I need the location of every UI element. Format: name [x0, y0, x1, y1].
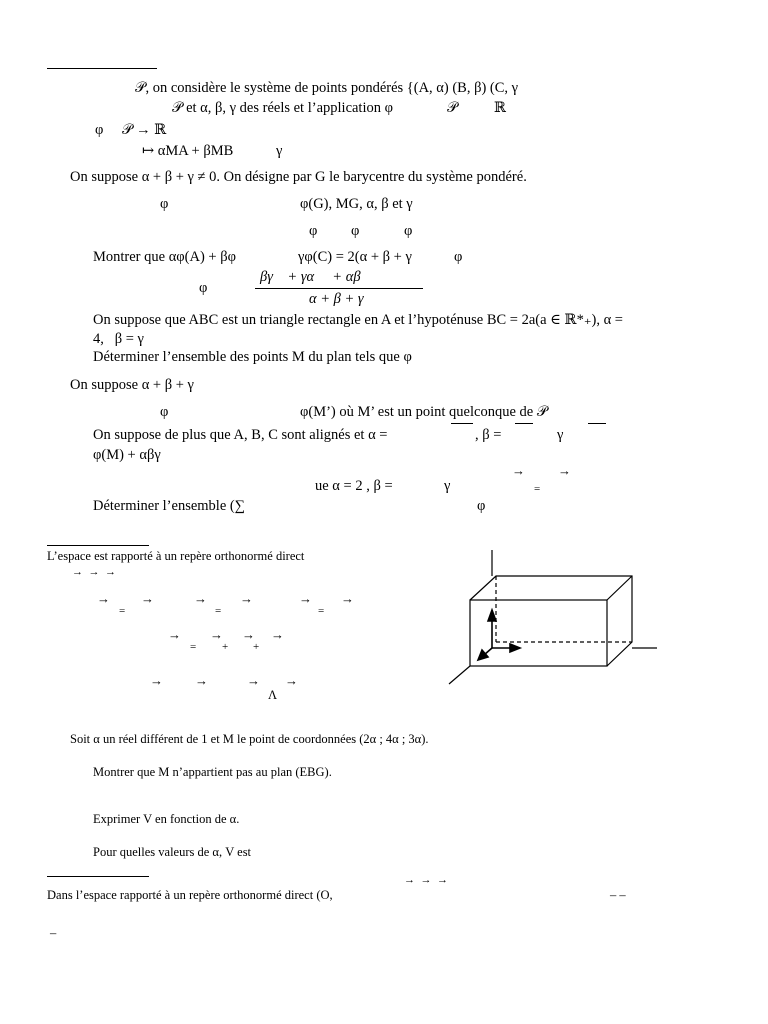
ex3-dash-2: – — [50, 926, 57, 940]
ex1-map-gamma: γ — [276, 143, 283, 159]
ex1-q6-values: ue α = 2 , β = — [315, 478, 393, 494]
vector-arrow-icon: → — [195, 673, 208, 688]
ex1-q4-phi: φ — [160, 404, 169, 420]
vector-arrow-icon: → — [97, 591, 110, 606]
ex1-map-phi: φ — [95, 122, 104, 138]
vector-arrow-icon: → — [558, 463, 571, 478]
ex1-q1-phi-b: φ — [351, 223, 360, 239]
ex2-eq: = — [119, 605, 126, 617]
ex1-q4-suppose: On suppose α + β + γ — [70, 377, 194, 393]
vector-arrow-icon: → — [341, 591, 354, 606]
vector-arrow-icon: → — [285, 673, 298, 688]
ex2-intro: L’espace est rapporté à un repère orthonormé direct — [47, 549, 305, 563]
vector-arrow-icon: → — [242, 627, 255, 642]
ex2-question-2: Montrer que M n’appartient pas au plan (EBG). — [93, 765, 332, 779]
ex1-q6-eq: = — [534, 483, 541, 495]
ex2-basis-arrows: → → → — [72, 566, 116, 578]
ex1-line-2: 𝒫 et α, β, γ des réels et l’application φ — [172, 100, 393, 116]
ex1-frac-denominator: α + β + γ — [309, 291, 364, 307]
ex1-q7-text: Déterminer l’ensemble (∑ — [93, 498, 246, 514]
ex2-plus: + — [253, 641, 260, 653]
vector-arrow-icon: → — [150, 673, 163, 688]
ex1-q2-phi: φ — [454, 249, 463, 265]
ex3-dashes: – – — [610, 888, 626, 902]
ex2-cross-product: Λ — [268, 688, 278, 702]
ex1-q1-phi: φ — [160, 196, 169, 212]
ex2-plus: + — [222, 641, 229, 653]
ex2-eq: = — [190, 641, 197, 653]
ex2-eq: = — [215, 605, 222, 617]
vector-arrow-icon: → — [194, 591, 207, 606]
ex2-question-4: Pour quelles valeurs de α, V est — [93, 845, 252, 859]
ex1-q2-text: Montrer que αφ(A) + βφ — [93, 249, 236, 265]
ex2-eq: = — [318, 605, 325, 617]
ex1-q1-phi-a: φ — [309, 223, 318, 239]
vector-arrow-icon: → — [240, 591, 253, 606]
ex3-basis-arrows: → → → — [404, 874, 448, 886]
ex1-line-2-reals: ℝ — [494, 100, 507, 116]
ex1-map-domain: 𝒫 → ℝ — [122, 122, 167, 138]
ex1-q4-expr: φ(M’) où M’ est un point quelconque de 𝒫 — [300, 404, 548, 420]
ex1-q1-expr: φ(G), MG, α, β et γ — [300, 196, 413, 212]
ex1-line-suppose: On suppose α + β + γ ≠ 0. On désigne par G le barycentre du système pondéré. — [70, 169, 527, 185]
ex1-q5-beta: , β = — [475, 427, 502, 443]
vector-arrow-icon: → — [512, 463, 525, 478]
ex2-question-1: Soit α un réel différent de 1 et M le point de coordonnées (2α ; 4α ; 3α). — [70, 732, 429, 746]
vector-arrow-icon: → — [168, 627, 181, 642]
ex1-line-2-plane: 𝒫 — [447, 100, 458, 116]
section-rule-3 — [47, 876, 149, 877]
vector-arrow-icon: → — [271, 627, 284, 642]
ex1-q6-gamma: γ — [444, 478, 451, 494]
ex1-q2-expr: γφ(C) = 2(α + β + γ — [298, 249, 412, 265]
ex1-q5-text: On suppose de plus que A, B, C sont alignés et α = — [93, 427, 388, 443]
vector-arrow-icon: → — [247, 673, 260, 688]
ex1-q5-expr: φ(M) + αβγ — [93, 447, 161, 463]
ex1-q5-gamma: γ — [557, 427, 564, 443]
ex2-question-3: Exprimer V en fonction de α. — [93, 812, 240, 826]
vector-arrow-icon: → — [299, 591, 312, 606]
ex1-q3-determine: Déterminer l’ensemble des points M du plan tels que φ — [93, 349, 412, 365]
ex1-q3-text: On suppose que ABC est un triangle rectangle en A et l’hypoténuse BC = 2a(a ∈ ℝ*₊), α = — [93, 312, 623, 328]
ex1-map-rule: ↦ αMA + βMB — [142, 143, 234, 159]
vector-arrow-icon: → — [210, 627, 223, 642]
ex1-frac-phi: φ — [199, 280, 208, 296]
ex1-line-1: 𝒫, on considère le système de points pondérés {(A, α) (B, β) (C, γ — [135, 80, 519, 96]
ex1-q7-phi: φ — [477, 498, 486, 514]
ex1-q3-values: 4, β = γ — [93, 331, 144, 347]
vector-arrow-icon: → — [141, 591, 154, 606]
ex3-intro: Dans l’espace rapporté à un repère orthonormé direct (O, — [47, 888, 333, 902]
ex1-frac-numerator: βγ + γα + αβ — [260, 269, 361, 285]
ex1-q1-phi-c: φ — [404, 223, 413, 239]
